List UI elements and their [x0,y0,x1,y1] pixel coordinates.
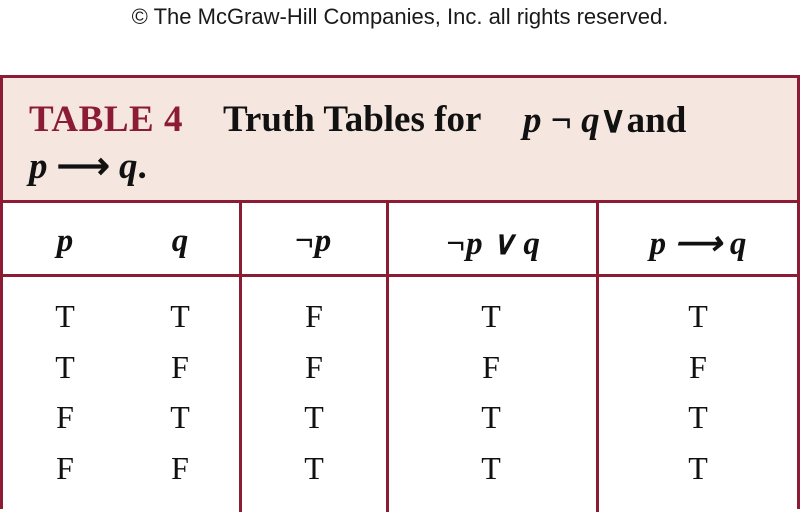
table-cell: T [481,450,501,486]
caption-expr1-tail: ∨and [599,100,687,141]
table-cell: T [55,349,75,385]
column-header-p-implies-q: p ⟶ q [649,226,747,262]
table-cell: F [171,450,189,486]
column-header-q: q [171,223,189,259]
table-cell: T [304,450,324,486]
table-cell: T [170,298,190,334]
column-divider [386,203,389,512]
table-cell: T [688,450,708,486]
copyright-notice: © The McGraw-Hill Companies, Inc. all rights reserved. [131,4,669,29]
header-divider [3,274,797,277]
column-header-not-p: ¬p [294,223,332,259]
truth-table [0,75,800,509]
caption-expression-1 [523,98,686,142]
table-cell: T [688,298,708,334]
caption-expr2-tail: . [137,146,147,187]
table-label: TABLE 4 [29,99,183,140]
table-cell: T [688,399,708,435]
column-divider [239,203,242,512]
table-cell: T [481,298,501,334]
table-cell: T [304,399,324,435]
table-cell: T [170,399,190,435]
caption-expr2-q: q [119,146,138,187]
caption-expr1-q: q [581,100,600,141]
table-cell: T [481,399,501,435]
table-cell: T [55,298,75,334]
table-caption [3,78,797,203]
caption-expr1-p: p [523,100,542,141]
table-cell: F [305,349,323,385]
column-header-p: p [56,223,74,259]
column-header-not-p-or-q: ¬p ∨ q [446,226,540,262]
table-cell: F [305,298,323,334]
caption-expr2-p: p [29,146,48,187]
table-cell: F [689,349,707,385]
table-cell: F [171,349,189,385]
caption-expr2-arrow: ⟶ [47,146,120,187]
table-title: Truth Tables for [223,99,482,140]
table-cell: F [56,399,74,435]
column-divider [596,203,599,512]
caption-expr1-ops: ¬ [541,100,582,141]
table-cell: F [482,349,500,385]
caption-expression-2 [29,144,147,188]
table-cell: F [56,450,74,486]
